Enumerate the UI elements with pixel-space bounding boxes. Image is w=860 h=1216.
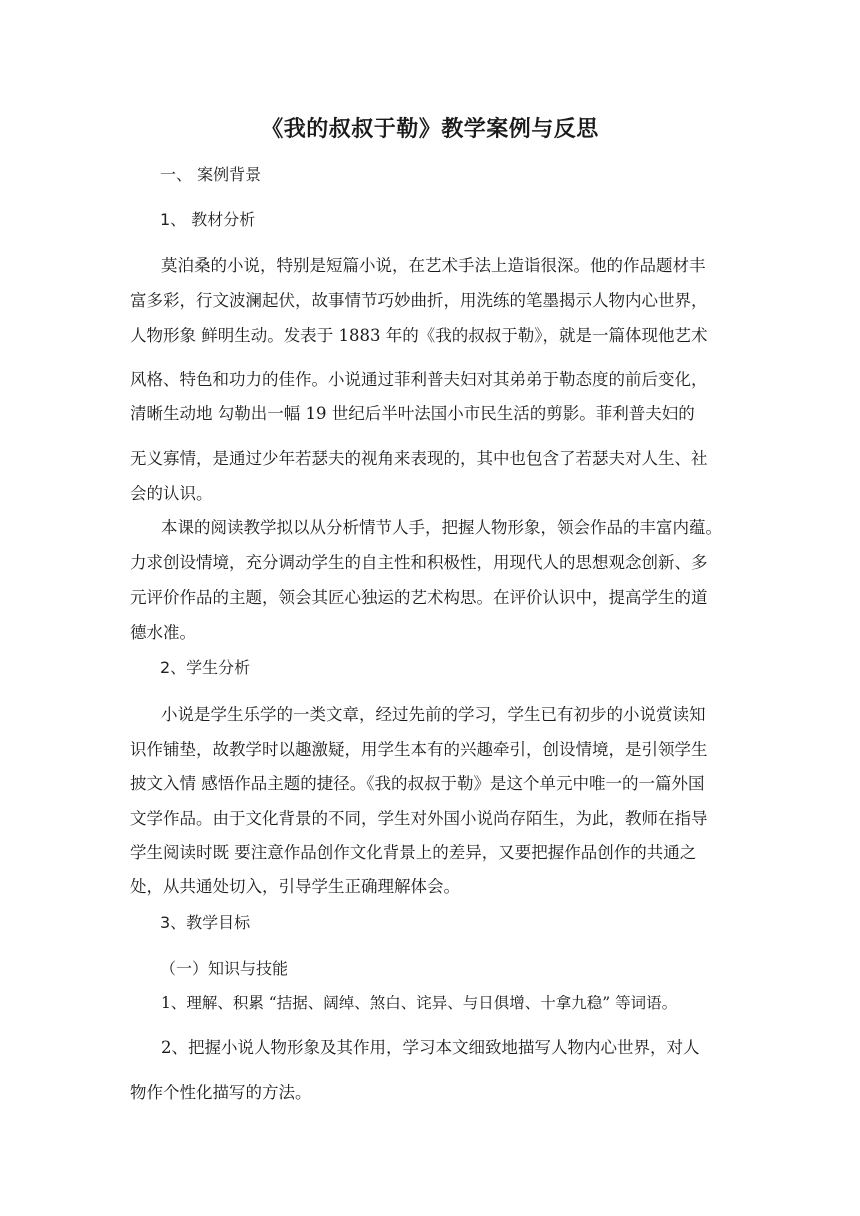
paragraph-line: 风格、特色和功力的佳作。小说通过菲利普夫妇对其弟弟于勒态度的前后变化， [130, 370, 708, 389]
document-title: 《我的叔叔于勒》教学案例与反思 [261, 116, 599, 142]
paragraph-line: 力求创设情境，充分调动学生的自主性和积极性，用现代人的思想观念创新、多 [130, 553, 708, 572]
paragraph-line: 本课的阅读教学拟以从分析情节人手，把握人物形象，领会作品的丰富内蕴。 [161, 518, 722, 537]
paragraph-line: 物作个性化描写的方法。 [130, 1083, 312, 1102]
paragraph-line: 处，从共通处切入，引导学生正确理解体会。 [130, 877, 460, 896]
section-heading-student: 2、学生分析 [160, 658, 251, 677]
paragraph-line: 清晰生动地 勾勒出一幅 19 世纪后半叶法国小市民生活的剪影。菲利普夫妇的 [130, 404, 695, 423]
paragraph-line: 富多彩，行文波澜起伏，故事情节巧妙曲折，用洗练的笔墨揭示人物内心世界， [130, 291, 708, 310]
paragraph-line: 识作铺垫，故教学时以趣激疑，用学生本有的兴趣牵引，创设情境，是引领学生 [130, 740, 708, 759]
paragraph-line: 2、把握小说人物形象及其作用，学习本文细致地描写人物内心世界，对人 [161, 1038, 700, 1057]
section-heading-knowledge: （一）知识与技能 [160, 959, 289, 978]
paragraph-line: 1、理解、积累 “拮据、阔绰、煞白、诧异、与日俱增、十拿九稳” 等词语。 [161, 994, 678, 1012]
section-heading-background: 一、 案例背景 [160, 165, 262, 184]
paragraph-line: 小说是学生乐学的一类文章，经过先前的学习，学生已有初步的小说赏读知 [161, 705, 706, 724]
paragraph-line: 莫泊桑的小说，特别是短篇小说，在艺术手法上造诣很深。他的作品题材丰 [161, 256, 706, 275]
section-heading-material: 1、 教材分析 [160, 210, 256, 229]
paragraph-line: 无义寡情，是通过少年若瑟夫的视角来表现的，其中也包含了若瑟夫对人生、社 [130, 449, 708, 468]
paragraph-line: 学生阅读时既 要注意作品创作文化背景上的差异，又要把握作品创作的共通之 [130, 843, 697, 862]
paragraph-line: 元评价作品的主题，领会其匠心独运的艺术构思。在评价认识中，提高学生的道 [130, 588, 708, 607]
paragraph-line: 文学作品。由于文化背景的不同，学生对外国小说尚存陌生，为此，教师在指导 [130, 809, 708, 828]
paragraph-line: 会的认识。 [130, 484, 213, 503]
paragraph-line: 人物形象 鲜明生动。发表于 1883 年的《我的叔叔于勒》，就是一篇体现他艺术 [130, 326, 708, 345]
paragraph-line: 德水准。 [130, 623, 196, 642]
section-heading-goals: 3、教学目标 [160, 913, 251, 932]
paragraph-line: 披文入情 感悟作品主题的捷径。《我的叔叔于勒》是这个单元中唯一的一篇外国 [130, 774, 705, 793]
